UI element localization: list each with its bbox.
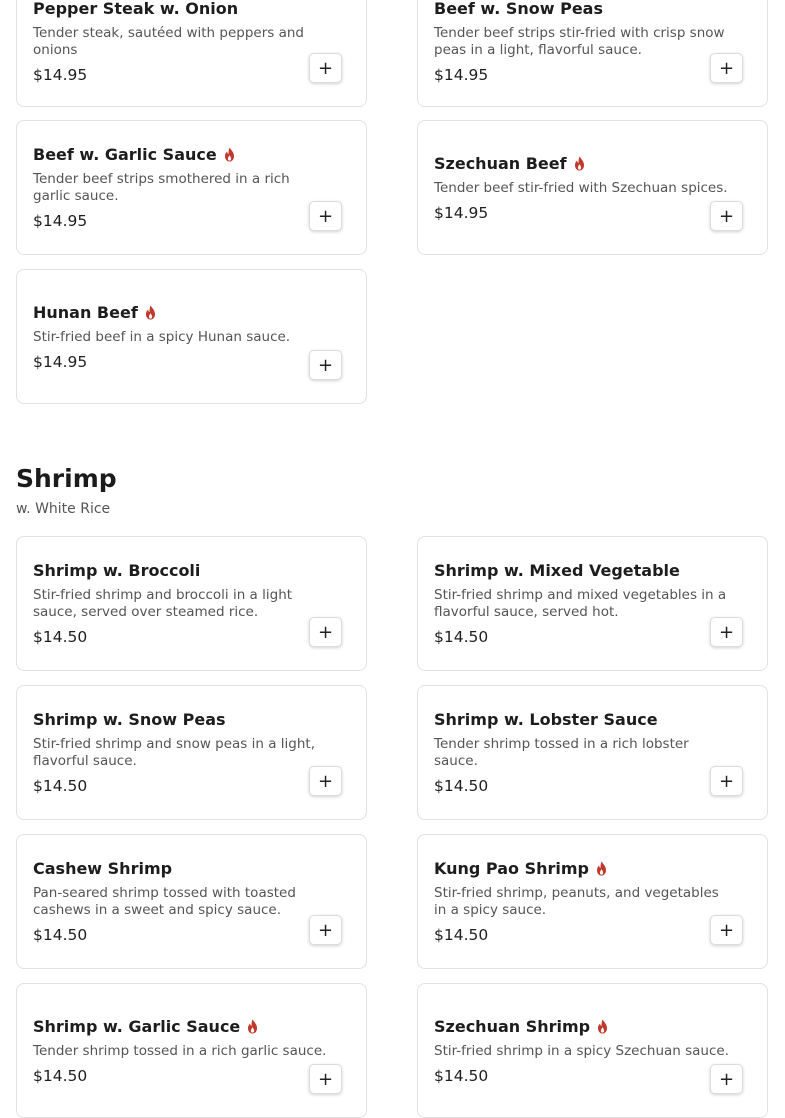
menu-item-name: Shrimp w. Broccoli [33,561,201,580]
menu-item-price: $14.50 [33,1066,88,1085]
menu-item-card [16,983,367,1118]
plus-icon: + [317,354,334,376]
add-to-cart-button[interactable] [309,201,342,231]
add-to-cart-button[interactable] [710,766,743,796]
menu-item-title-row [33,710,350,729]
menu-item-title-row [434,154,751,173]
menu-item-name: Pepper Steak w. Onion [33,0,239,18]
section-title: Shrimp [16,464,117,493]
menu-item-title-row [434,0,751,18]
plus-icon: + [718,1068,735,1090]
menu-item-card [417,834,768,969]
menu-item-name: Hunan Beef [33,302,138,322]
add-to-cart-button[interactable] [309,915,342,945]
menu-item-content [33,0,350,106]
menu-item-price: $14.95 [33,66,88,84]
menu-item-title-row [33,561,350,580]
menu-item-title-row [33,1017,350,1036]
plus-icon: + [317,1068,334,1090]
menu-item-card [417,120,768,255]
menu-item-price: $14.95 [33,352,88,371]
menu-item-name: Shrimp w. Lobster Sauce [434,710,658,729]
add-to-cart-button[interactable] [710,915,743,945]
menu-item-card [417,536,768,671]
plus-icon: + [718,770,735,792]
menu-item-description: Tender shrimp tossed in a rich garlic sauce. [33,1042,327,1059]
menu-item-content [33,984,350,1117]
menu-item-content [33,686,350,819]
menu-item-description: Stir-fried beef in a spicy Hunan sauce. [33,328,291,345]
flame-icon [573,156,586,171]
menu-item-card [417,0,768,107]
menu-item-card [16,536,367,671]
menu-item-name: Beef w. Garlic Sauce [33,145,217,164]
menu-item-price: $14.50 [434,777,489,795]
menu-item-title-row [434,710,751,729]
add-to-cart-button[interactable] [309,53,342,83]
menu-item-description: Stir-fried shrimp in a spicy Szechuan sauce. [434,1042,730,1059]
menu-item-content [434,537,751,670]
add-to-cart-button[interactable] [710,53,743,83]
add-to-cart-button[interactable] [710,1064,743,1094]
menu-item-description: Tender beef strips smothered in a rich garlic sauce. [33,171,290,204]
menu-item-name: Szechuan Beef [434,153,567,173]
menu-item-description: Tender beef strips stir-fried with crisp snow peas in a light, flavorful sauce. [434,25,725,58]
menu-item-name: Shrimp w. Garlic Sauce [33,1016,241,1036]
menu-item-content [434,686,751,819]
add-to-cart-button[interactable] [309,617,342,647]
menu-item-content [33,270,350,403]
plus-icon: + [317,621,334,643]
menu-item-price: $14.50 [434,926,489,944]
menu-item-price: $14.95 [33,212,88,230]
menu-item-price: $14.50 [33,777,88,795]
menu-item-content [434,984,751,1117]
menu-item-name: Kung Pao Shrimp [434,859,589,878]
menu-item-description: Tender shrimp tossed in a rich lobster sauce. [434,736,689,769]
menu-item-card [417,983,768,1118]
menu-item-description: Stir-fried shrimp, peanuts, and vegetables in a spicy sauce. [434,885,719,918]
menu-item-name: Szechuan Shrimp [434,1016,591,1036]
menu-item-content [33,121,350,254]
menu-item-description: Stir-fried shrimp and mixed vegetables in a flavorful sauce, served hot. [434,587,727,620]
menu-item-card [16,120,367,255]
menu-item-price: $14.50 [33,628,88,646]
section-subtitle: w. White Rice [16,501,111,517]
menu-item-price: $14.50 [434,1066,489,1085]
menu-item-content [434,121,751,254]
plus-icon: + [718,621,735,643]
plus-icon: + [317,57,334,79]
menu-item-content [434,0,751,106]
menu-item-price: $14.95 [434,66,489,84]
menu-item-title-row [33,859,350,878]
menu-item-content [33,537,350,670]
flame-icon [595,861,608,876]
add-to-cart-button[interactable] [710,201,743,231]
menu-item-name: Beef w. Snow Peas [434,0,603,18]
add-to-cart-button[interactable] [309,350,342,380]
menu-item-name: Shrimp w. Mixed Vegetable [434,561,680,580]
menu-item-card [16,685,367,820]
menu-item-name: Cashew Shrimp [33,859,173,878]
menu-item-description: Pan-seared shrimp tossed with toasted cashews in a sweet and spicy sauce. [33,885,296,918]
plus-icon: + [718,205,735,227]
menu-item-name: Shrimp w. Snow Peas [33,710,226,729]
flame-icon [246,1019,259,1034]
menu-item-price: $14.50 [434,628,489,646]
menu-item-card [417,685,768,820]
add-to-cart-button[interactable] [309,766,342,796]
flame-icon [144,305,157,320]
menu-item-content [33,835,350,968]
menu-item-title-row [33,0,350,18]
menu-item-card [16,269,367,404]
plus-icon: + [317,770,334,792]
menu-item-title-row [33,303,350,322]
menu-item-card [16,834,367,969]
menu-item-title-row [434,561,751,580]
plus-icon: + [718,57,735,79]
flame-icon [596,1019,609,1034]
add-to-cart-button[interactable] [710,617,743,647]
menu-item-description: Tender steak, sautéed with peppers and onions [33,25,304,58]
menu-item-content [434,835,751,968]
menu-item-description: Stir-fried shrimp and snow peas in a light, flavorful sauce. [33,736,316,769]
add-to-cart-button[interactable] [309,1064,342,1094]
menu-item-price: $14.95 [434,203,489,222]
plus-icon: + [718,919,735,941]
menu-item-price: $14.50 [33,926,88,944]
flame-icon [223,147,236,162]
menu-item-description: Stir-fried shrimp and broccoli in a light sauce, served over steamed rice. [33,587,293,620]
plus-icon: + [317,919,334,941]
plus-icon: + [317,205,334,227]
menu-item-title-row [434,1017,751,1036]
menu-item-title-row [33,145,350,164]
menu-item-description: Tender beef stir-fried with Szechuan spices. [434,179,728,196]
menu-item-card [16,0,367,107]
menu-item-title-row [434,859,751,878]
